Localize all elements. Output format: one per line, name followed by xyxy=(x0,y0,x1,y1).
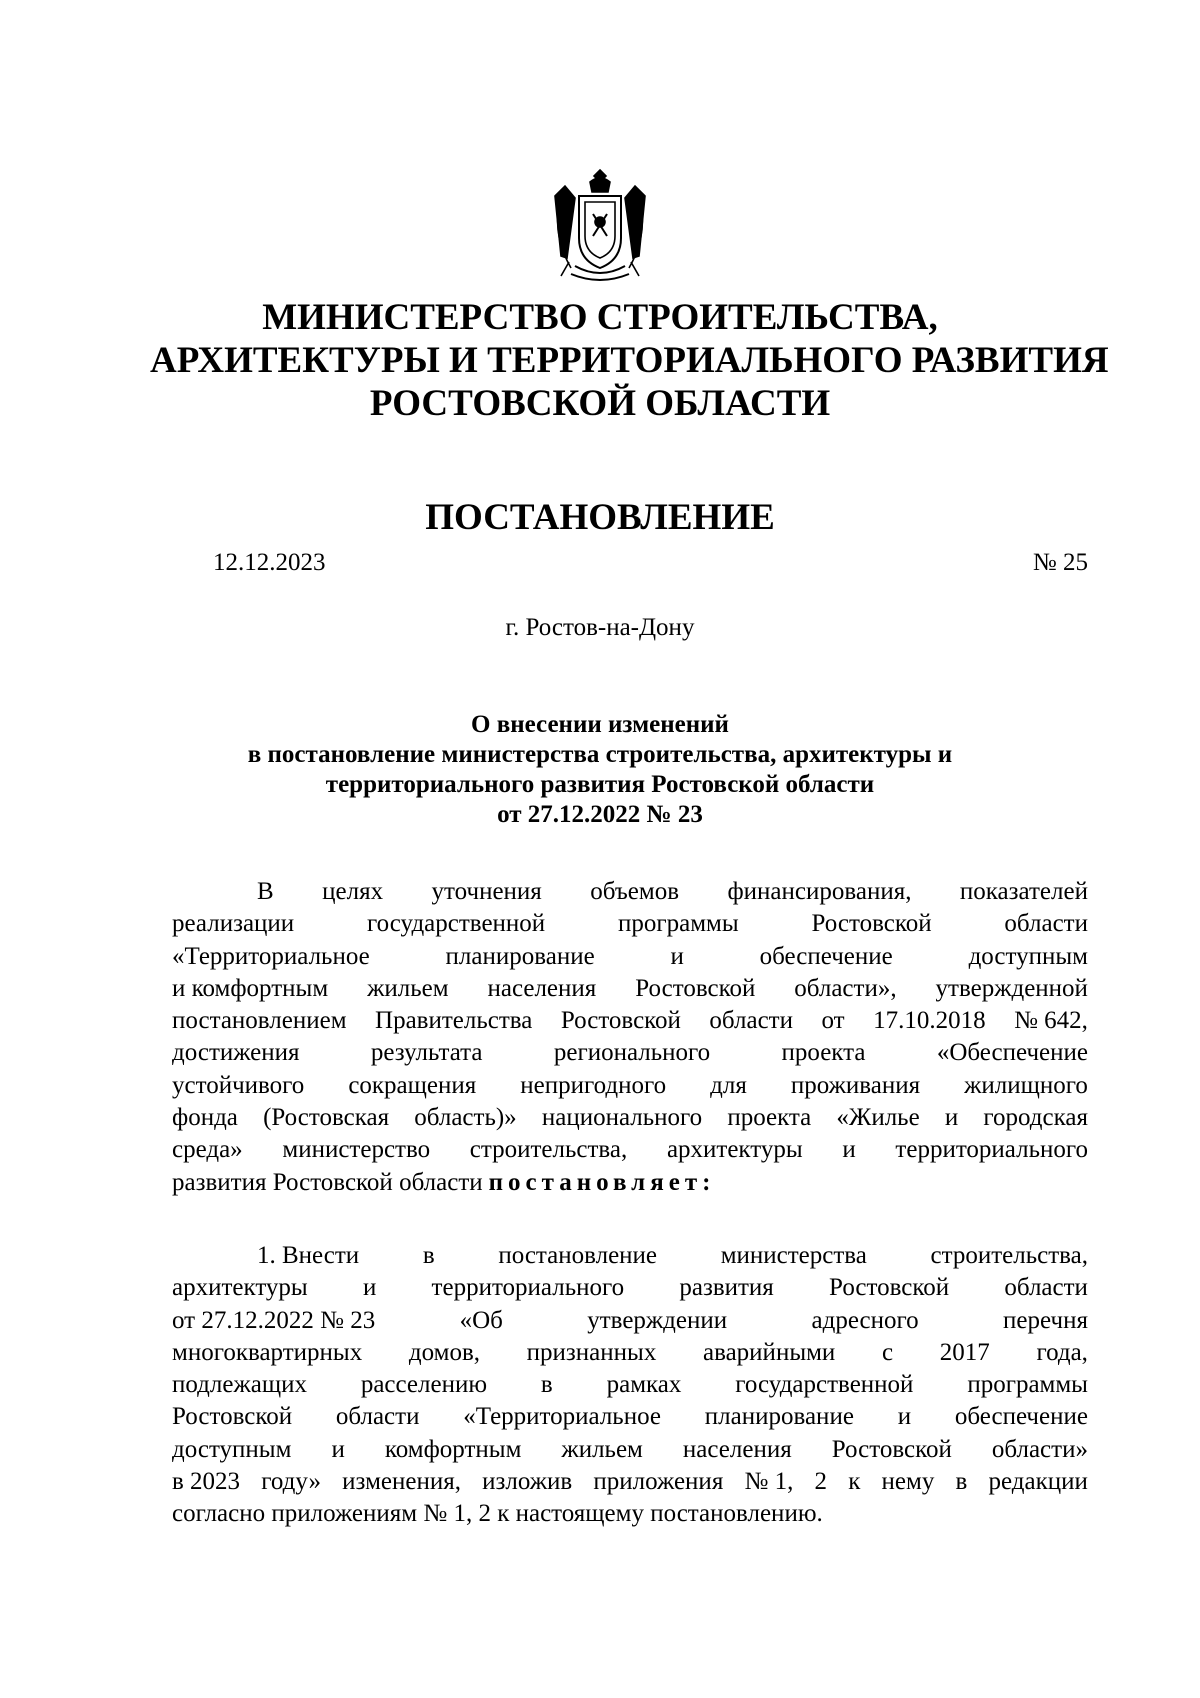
document-type: ПОСТАНОВЛЕНИЕ xyxy=(425,497,775,538)
text-word: программы xyxy=(967,1371,1088,1399)
text-word: Ростовской xyxy=(635,974,756,1002)
text-line xyxy=(172,1272,1088,1304)
text-word: изложив xyxy=(482,1468,573,1496)
text-word: изменения, xyxy=(342,1468,461,1496)
ministry-name-line-3: РОСТОВСКОЙ ОБЛАСТИ xyxy=(369,383,831,424)
text-word: «Об xyxy=(459,1306,503,1334)
text-line xyxy=(172,1498,1088,1530)
text-word: показателей xyxy=(959,878,1088,905)
text-word: проживания xyxy=(790,1071,921,1099)
subject-line-3: территориального развития Ростовской области xyxy=(325,771,875,798)
text-line xyxy=(172,973,1088,1005)
text-word: к xyxy=(848,1468,861,1496)
text-word: реализации xyxy=(172,910,295,938)
text-word: 2017 xyxy=(939,1338,990,1366)
text-word: Ростовской xyxy=(172,1403,293,1431)
text-line xyxy=(172,1434,1088,1466)
text-word: жилищного xyxy=(964,1071,1088,1099)
text-word: рамках xyxy=(606,1371,682,1399)
text-word: жильем xyxy=(367,974,449,1002)
text-line xyxy=(172,1134,1088,1166)
text-word: № 1, xyxy=(744,1468,794,1496)
text-word: архитектуры xyxy=(172,1274,308,1302)
text-line xyxy=(172,1466,1088,1498)
text-word: комфортным xyxy=(384,1435,522,1463)
text-word: подлежащих xyxy=(172,1371,307,1399)
text-word: году» xyxy=(261,1468,321,1496)
text-word: и xyxy=(362,1274,377,1302)
text-word: обеспечение xyxy=(759,942,893,970)
text-word: обеспечение xyxy=(954,1403,1088,1431)
text-word: Ростовской xyxy=(831,1435,952,1463)
subject-line-2: в постановление министерства строительства, архитектуры и xyxy=(247,741,953,768)
text-word: домов, xyxy=(408,1338,480,1366)
document-subject xyxy=(150,710,1050,830)
text-word: и xyxy=(331,1435,345,1463)
text-word: развития xyxy=(679,1274,774,1302)
text-word: в xyxy=(422,1242,435,1269)
text-line xyxy=(172,908,1088,940)
text-word: Ростовской xyxy=(560,1007,681,1035)
text-word: регионального xyxy=(553,1039,711,1067)
text-word: и xyxy=(944,1104,959,1132)
text-word: области», xyxy=(794,974,897,1002)
text-word: области xyxy=(1004,1274,1088,1302)
text-line xyxy=(172,1167,1088,1199)
document-city: г. Ростов-на-Дону xyxy=(505,614,695,641)
subject-line-4: от 27.12.2022 № 23 xyxy=(497,801,703,828)
text-word: фонда xyxy=(172,1104,238,1132)
text-word: области» xyxy=(991,1435,1088,1463)
text-word: «Обеспечение xyxy=(936,1039,1088,1067)
text-word: государственной xyxy=(367,910,546,938)
text-word: адресного xyxy=(811,1306,919,1334)
text-word: в xyxy=(540,1371,553,1399)
text-word: «Территориальное xyxy=(463,1403,661,1431)
text-line xyxy=(172,876,1088,908)
text-word: территориального xyxy=(431,1274,625,1302)
text-word: доступным xyxy=(172,1435,292,1463)
text-word: министерства xyxy=(720,1242,867,1269)
text-word: в xyxy=(955,1468,968,1496)
text-word: от xyxy=(821,1007,845,1035)
text-word: целях xyxy=(322,878,384,905)
text-word: и xyxy=(670,942,684,970)
text-word: года, xyxy=(1036,1338,1088,1366)
text-word: Правительства xyxy=(375,1007,533,1035)
text-word: и xyxy=(842,1136,856,1164)
text-word: проекта xyxy=(727,1104,812,1132)
text-word: государственной xyxy=(735,1371,914,1399)
text-word: аварийными xyxy=(703,1338,836,1366)
text-line xyxy=(172,1305,1088,1337)
text-word: национального xyxy=(541,1104,703,1132)
text-word: утверждении xyxy=(587,1306,728,1334)
text-word: постановлением xyxy=(172,1007,347,1035)
text-word: «Жилье xyxy=(836,1104,920,1132)
text-word: устойчивого xyxy=(172,1071,305,1099)
text-word: и xyxy=(897,1403,912,1431)
text-word: 2 xyxy=(814,1468,828,1496)
text-word: министерство xyxy=(282,1136,431,1164)
text-word: «Территориальное xyxy=(172,942,370,970)
text-word: среда» xyxy=(172,1136,243,1164)
text-word: населения xyxy=(487,974,597,1002)
text-word: объемов xyxy=(590,878,680,905)
text-word: нему xyxy=(881,1468,935,1496)
text-word: № 642, xyxy=(1014,1007,1088,1035)
text-word: области xyxy=(335,1403,420,1431)
text-line xyxy=(172,1102,1088,1134)
text-word: признанных xyxy=(526,1338,657,1366)
text-word: территориального xyxy=(895,1136,1088,1164)
text-line xyxy=(172,1369,1088,1401)
text-word: жильем xyxy=(561,1435,643,1463)
subject-line-1: О внесении изменений xyxy=(471,711,729,738)
text-word: В xyxy=(257,878,274,905)
text-word: городская xyxy=(983,1104,1088,1132)
text-word: с xyxy=(882,1338,894,1366)
text-word: строительства, xyxy=(469,1136,628,1164)
clause-1-paragraph xyxy=(172,1240,1088,1531)
text-word: в 2023 xyxy=(172,1468,241,1496)
text-word: утвержденной xyxy=(935,974,1088,1002)
text-line xyxy=(172,1337,1088,1369)
text-word: Ростовской xyxy=(811,910,932,938)
text-word: 17.10.2018 xyxy=(873,1007,986,1035)
text-word: область)» xyxy=(414,1104,517,1132)
text-word: строительства, xyxy=(930,1242,1088,1269)
text-word: и комфортным xyxy=(172,974,329,1002)
ministry-name-line-1: МИНИСТЕРСТВО СТРОИТЕЛЬСТВА, xyxy=(262,297,938,338)
text-line xyxy=(172,941,1088,973)
text-word: расселению xyxy=(360,1371,488,1399)
preamble-paragraph xyxy=(172,876,1088,1199)
text-line xyxy=(172,1037,1088,1069)
text-word: доступным xyxy=(968,942,1088,970)
text-word: для xyxy=(710,1071,747,1099)
text-word: Ростовской xyxy=(829,1274,950,1302)
text-word: многоквартирных xyxy=(172,1338,363,1366)
text-word: сокращения xyxy=(348,1071,477,1099)
text-word: планирование xyxy=(704,1403,854,1431)
text-word: перечня xyxy=(1003,1306,1088,1334)
text-word: проекта xyxy=(781,1039,866,1067)
text-word: области xyxy=(1004,910,1088,938)
ministry-name-line-2: АРХИТЕКТУРЫ И ТЕРРИТОРИАЛЬНОГО РАЗВИТИЯ xyxy=(150,340,1109,381)
text-word: архитектуры xyxy=(666,1136,803,1164)
text-word: области xyxy=(709,1007,793,1035)
text-line xyxy=(172,1401,1088,1433)
text-word: 1. Внести xyxy=(257,1242,360,1269)
coat-of-arms-emblem xyxy=(545,162,655,287)
text-line xyxy=(172,1070,1088,1102)
text-word: результата xyxy=(370,1039,483,1067)
document-date: 12.12.2023 xyxy=(213,549,326,576)
text-line-content: согласно приложениям № 1, 2 к настоящему постановлению. xyxy=(172,1500,823,1528)
text-line xyxy=(172,1005,1088,1037)
text-line-content: развития Ростовской области xyxy=(172,1168,483,1196)
text-word: уточнения xyxy=(431,878,542,905)
text-word: постановление xyxy=(498,1242,658,1269)
text-word: населения xyxy=(682,1435,792,1463)
text-word: от 27.12.2022 № 23 xyxy=(172,1306,376,1334)
document-number: № 25 xyxy=(1032,549,1088,576)
text-word: достижения xyxy=(172,1039,300,1067)
text-word: программы xyxy=(618,910,739,938)
ministry-name xyxy=(150,296,1109,425)
text-word: приложения xyxy=(593,1468,724,1496)
text-line xyxy=(172,1240,1088,1272)
text-word: редакции xyxy=(988,1468,1088,1496)
text-word: непригодного xyxy=(520,1071,667,1099)
text-word: планирование xyxy=(445,942,595,970)
resolves-keyword: постановляет: xyxy=(488,1168,716,1196)
text-word: (Ростовская xyxy=(263,1104,390,1132)
text-word: финансирования, xyxy=(727,878,912,905)
